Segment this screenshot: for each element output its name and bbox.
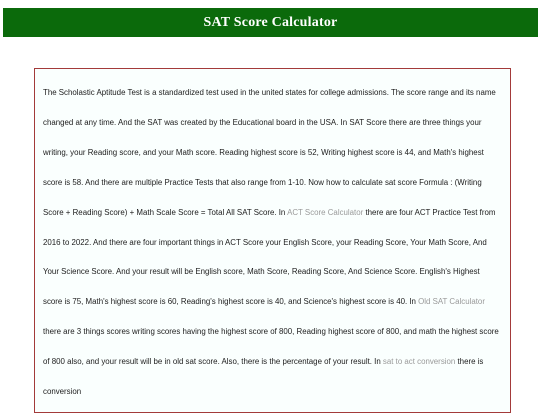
article-text-1: The Scholastic Aptitude Test is a standardized test used in the united states for college admissions. The score range and its name changed at any time. And the SAT was created by the Educational board in the USA. In SAT Score there are three things your writing, your Reading score, and your Math score. Reading highest score is 52, Writing highest score is 44, and Math's highest score is 58. And there are multiple Practice Tests that also range from 1-10. Now how to calculate sat score Formula : (Writing Score + Reading Score) + Math Scale Score = Total All SAT Score. In: [43, 88, 496, 217]
article-text-3: there are 3 things scores writing scores having the highest score of 800, Reading highest score of 800, and math the highest score of 800 also, and your result will be in old sat score. Also, there is the percentage of your result. In: [43, 327, 499, 367]
article-text-2: there are four ACT Practice Test from 2016 to 2022. And there are four important things in ACT Score your English Score, your Reading Score, Your Math Score, And Your Science Score. And your result will be English score, Math Score, Reading Score, And Science Score. English's Highest score is 75, Math's highest score is 60, Reading's highest score is 40, and Science's highest score is 40. In: [43, 207, 496, 307]
article-text-4: there is conversion: [43, 357, 484, 397]
sat-to-act-conversion-link[interactable]: sat to act conversion: [382, 357, 456, 367]
old-sat-calculator-link[interactable]: Old SAT Calculator: [418, 297, 485, 307]
article-box: [34, 68, 511, 413]
page-title: SAT Score Calculator: [203, 14, 338, 30]
article-paragraph: [43, 78, 501, 407]
act-score-calculator-link[interactable]: ACT Score Calculator: [287, 207, 364, 217]
page-header: [3, 8, 538, 37]
